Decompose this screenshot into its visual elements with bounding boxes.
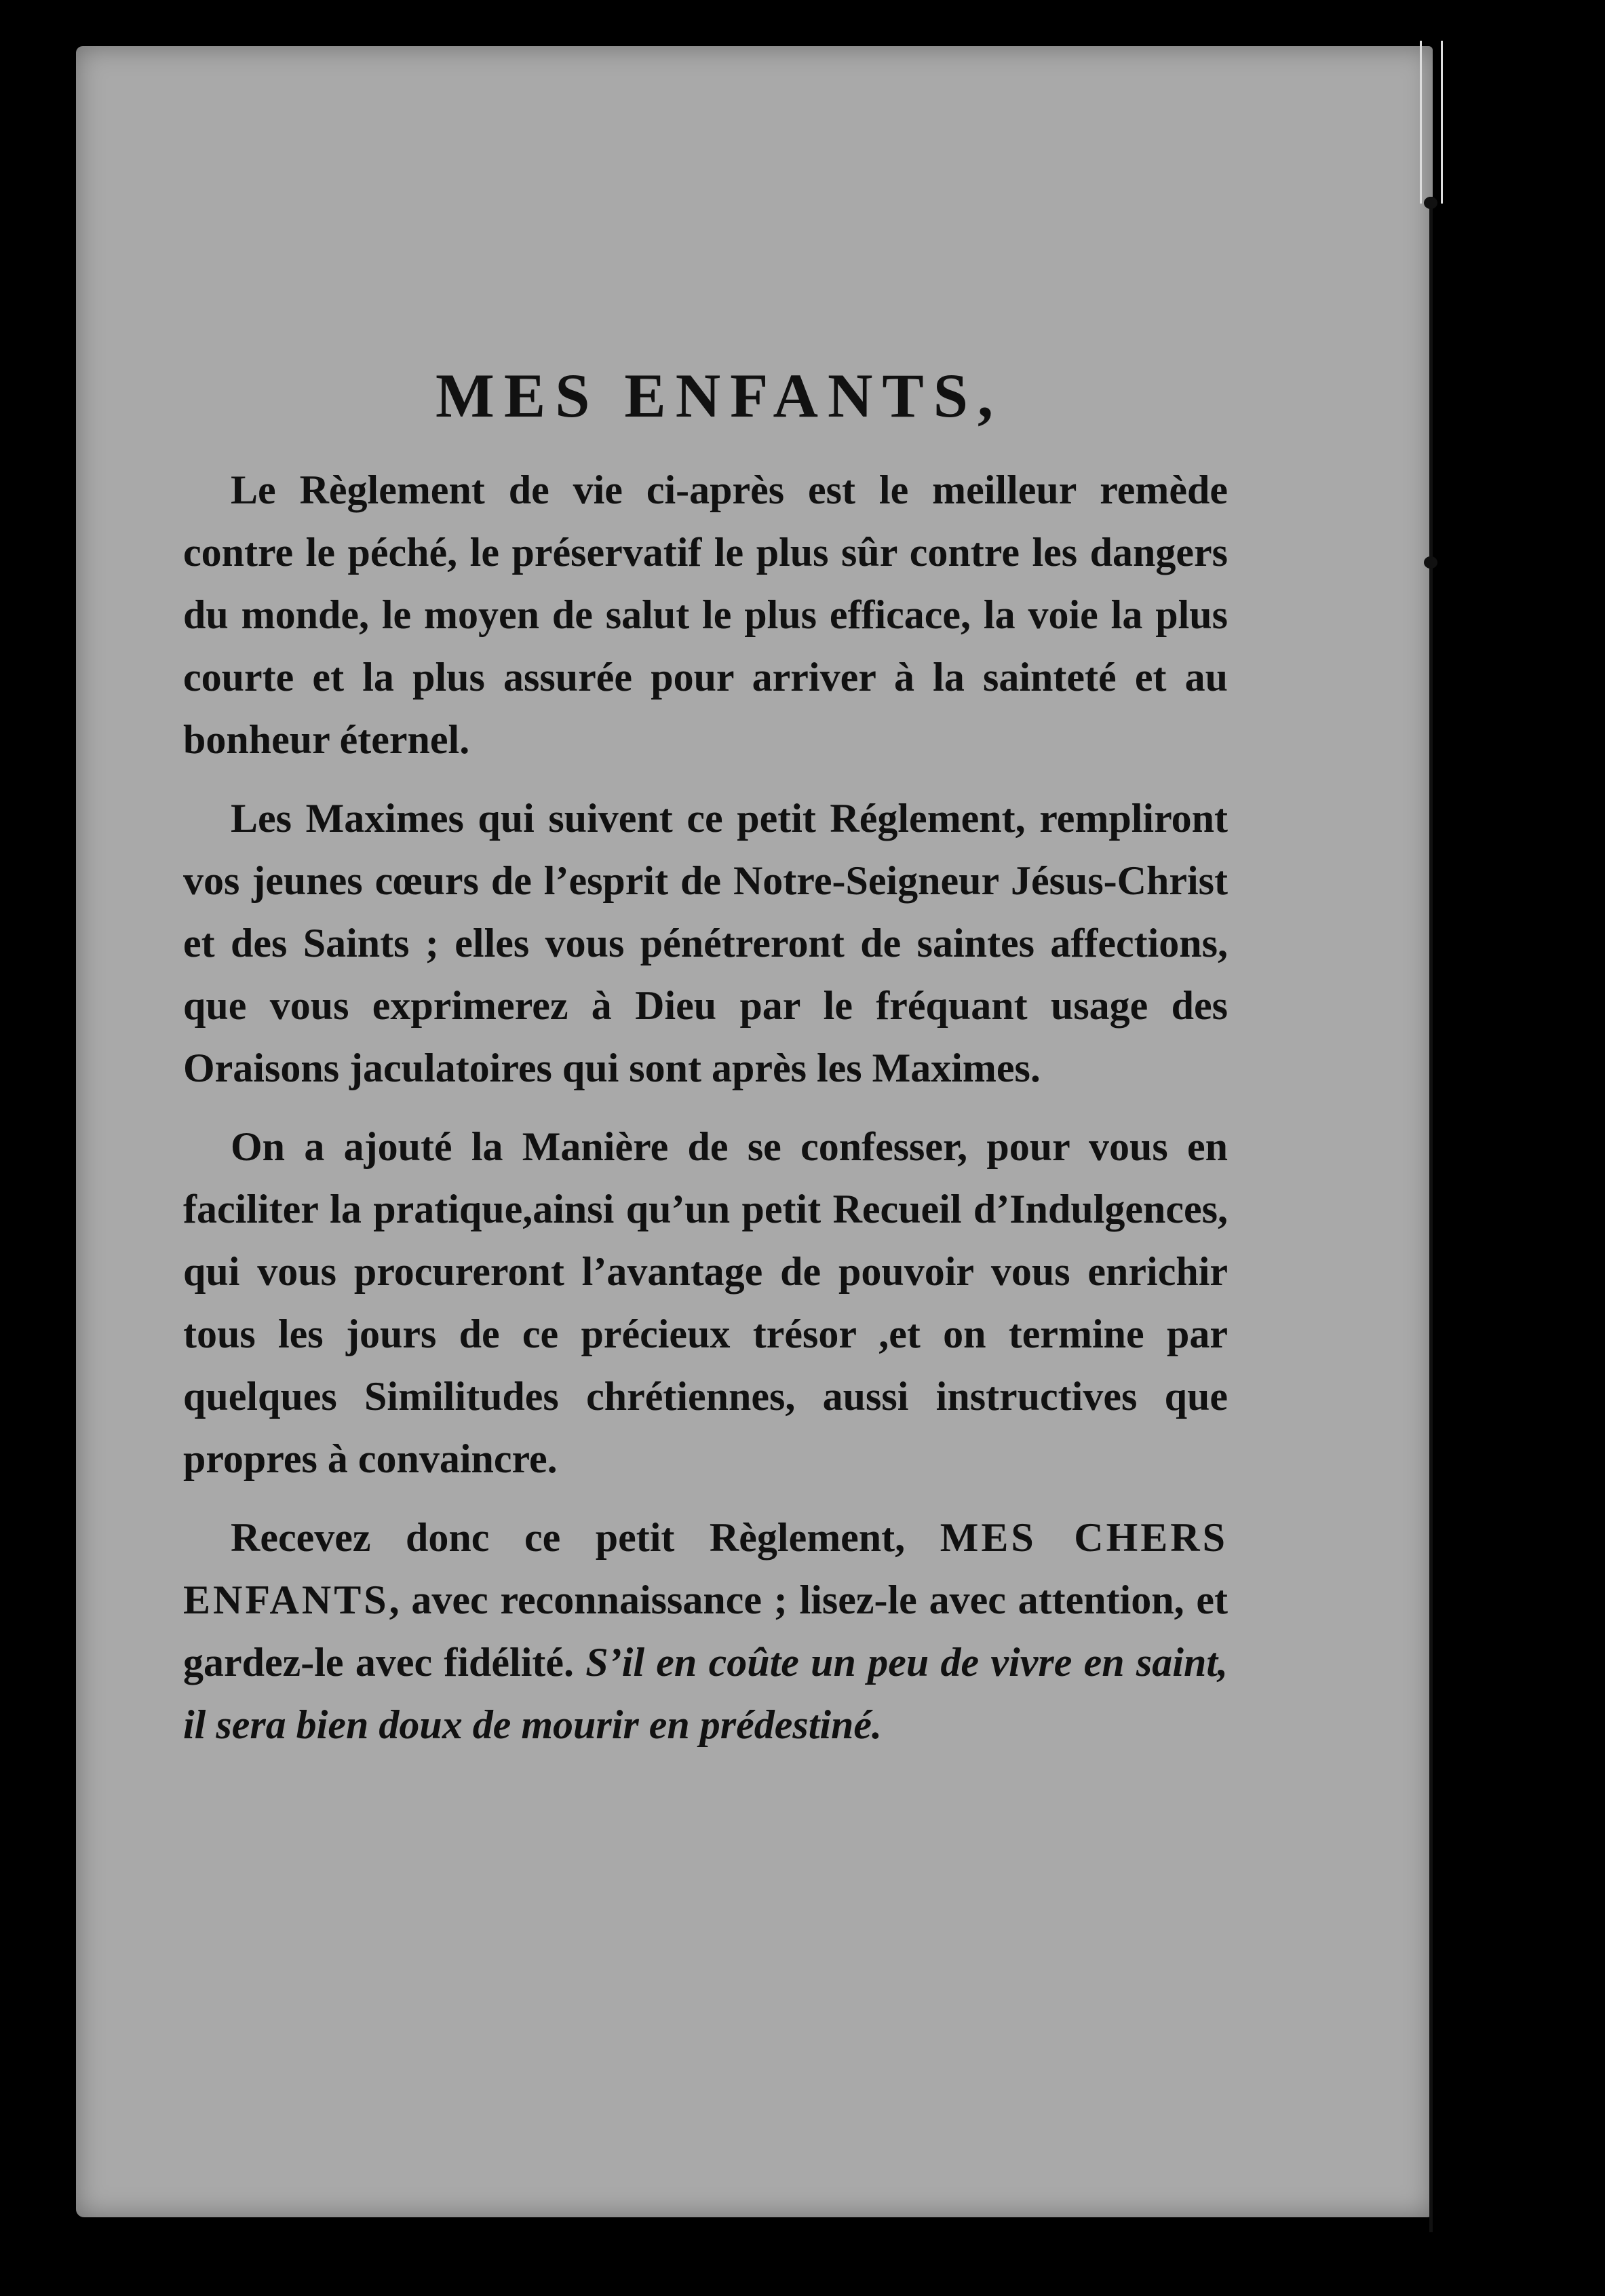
thread-loop: [1420, 41, 1443, 204]
page-text: [183, 360, 1228, 1772]
page-title: MES ENFANTS,: [436, 361, 1003, 430]
thread-knot: [1424, 197, 1437, 209]
paragraph-2: Les Maximes qui suivent ce petit Réglement, rempliront vos jeunes cœurs de l’esprit de Notre-Seigneur Jésus-Christ et des Saints ; elles vous pénétreront de saintes affections, que vous exprimerez à Dieu par le fréquant usage des Oraisons jaculatoires qui sont après les Maximes.: [183, 796, 1228, 1090]
paragraph-4-start: Recevez donc ce petit Règlement,: [231, 1515, 940, 1560]
binding-thread: [1414, 41, 1448, 2232]
paragraph-1: Le Règlement de vie ci-après est le meilleur remède contre le péché, le préservatif le plus sûr contre les dangers du monde, le moyen de salut le plus efficace, la voie la plus courte et la plus assurée pour arriver à la sainteté et au bonheur éternel.: [183, 467, 1228, 762]
paragraph-3: On a ajouté la Manière de se confesser, pour vous en faciliter la pratique,ainsi qu’un petit Recueil d’Indulgences, qui vous procureront l’avantage de pouvoir vous enrichir tous les jours de ce précieux trésor ,et on termine par quelques Similitudes chrétiennes, aussi instructives que propres à convaincre.: [183, 1124, 1228, 1481]
closing-maxim: S’il en coûte un peu de vivre en saint, il sera bien doux de mourir en prédestiné.: [183, 1640, 1228, 1747]
thread-line: [1429, 197, 1433, 2232]
scan-margin: [1445, 41, 1605, 2232]
thread-knot: [1424, 556, 1437, 569]
paragraph-4-middle: , avec reconnaissance ; lisez-le avec attention, et gardez-le avec fidélité.: [183, 1577, 1228, 1685]
address-small-caps: MES CHERS ENFANTS: [183, 1515, 1228, 1622]
paragraph-4: [183, 1506, 1228, 1756]
